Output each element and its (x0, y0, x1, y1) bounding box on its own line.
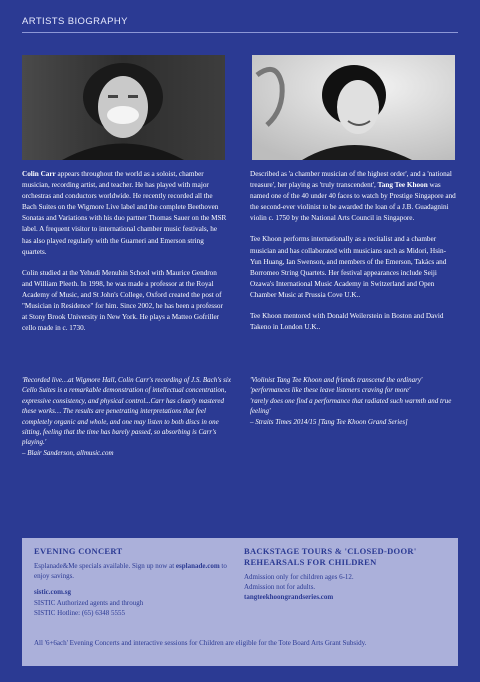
tang-quote-3: 'rarely does one find a performance that radiated such warmth and true feeling' (250, 396, 452, 416)
ticketing-info-box (22, 538, 458, 666)
tang-tee-khoon-biography (250, 169, 456, 343)
evening-concert-info (34, 546, 234, 618)
tang-bio-paragraph-1: Described as 'a chamber musician of the highest order', and a 'national treasure', her playing as 'truly transcendent', Tang Tee Khoon was named one of the 40 under 40 faces to watch by Prestige Singapore and the second-ever violinist to be awarded the loan of a J.B. Guadagnini violin c. 1750 by the National Arts Council in Singapore. (250, 170, 456, 223)
backstage-tours-info (244, 546, 449, 603)
backstage-tours-title: BACKSTAGE TOURS & 'CLOSED-DOOR' REHEARSALS FOR CHILDREN (244, 546, 417, 567)
colin-carr-biography (22, 169, 228, 344)
esplanade-offer: Esplanade&Me specials available. Sign up now at esplanade.com to enjoy savings. (34, 562, 227, 581)
colin-carr-portrait (22, 55, 225, 160)
tote-board-footnote: All '6+6ach' Evening Concerts and interactive sessions for Children are eligible for the Tote Board Arts Grant Subsidy. (34, 639, 367, 647)
sistic-agents: SISTIC Authorized agents and through (34, 598, 144, 607)
sistic-link[interactable]: sistic.com.sg (34, 588, 71, 597)
esplanade-link[interactable]: esplanade.com (175, 562, 220, 570)
colin-quote-text: 'Recorded live…at Wigmore Hall, Colin Carr's recording of J.S. Bach's six Cello Suites is a remarkable demonstration of intellectual concentration, expressive consistency, and physical control...Carr has clearly mastered these works… The results are penetrating interpretations that feel completely organic and whole, and one may listen to both discs in one sitting, feeling that the time has barely passed, so absorbing is Carr's playing.' (22, 376, 231, 447)
colin-carr-photo (22, 55, 225, 160)
tang-tee-khoon-portrait (252, 55, 455, 160)
tang-tee-khoon-photo (252, 55, 455, 160)
sistic-hotline: SISTIC Hotline: (65) 6348 5555 (34, 608, 125, 617)
tang-quote-credit: – Straits Times 2014/15 [Tang Tee Khoon Grand Series] (250, 417, 408, 426)
colin-quote-credit: – Blair Sanderson, allmusic.com (22, 448, 114, 457)
tang-tee-khoon-review-quotes (250, 375, 460, 427)
backstage-adult-info: Admission not for adults. (244, 583, 316, 592)
colin-carr-name: Colin Carr (22, 170, 56, 178)
tang-bio-paragraph-2: Tee Khoon performs internationally as a recitalist and a chamber musician and has collaborated with musicians such as Midori, Hsin-Yun Huang, Ian Swenson, and members of the Emerson, Takács and Borromeo String Quartets. Her festival appearances include Seiji Ozawa's International Music Academy in Switzerland and Open Chamber Music at Prussia Cove U.K.. (250, 235, 447, 299)
tang-bio-paragraph-3: Tee Khoon mentored with Donald Weilerstein in Boston and David Takeno in London U.K.. (250, 312, 444, 332)
tang-tee-khoon-name: Tang Tee Khoon (377, 181, 428, 190)
header-divider (22, 32, 458, 33)
tang-quote-1: 'Violinist Tang Tee Khoon and friends transcend the ordinary' (250, 376, 423, 384)
page-header: ARTISTS BIOGRAPHY (22, 16, 128, 27)
tang-grand-series-link[interactable]: tangteekhoongrandseries.com (244, 593, 334, 602)
evening-concert-title: EVENING CONCERT (34, 546, 123, 556)
tang-quote-2: 'performances like these leave listeners craving for more' (250, 386, 411, 395)
colin-bio-paragraph-1: Colin Carr appears throughout the world as a soloist, chamber musician, recording artist, and teacher. He has played with major orchestras and conductors worldwide. He recently recorded all the Bach Suites on the Wigmore Live label and the complete Beethoven Sonatas and Variations with his duo partner Thomas Sauer on the MSR label. A frequent visitor to international chamber music festivals, he has also played regularly with the Guarneri and Emerson string quartets. (22, 170, 227, 256)
colin-bio-paragraph-2: Colin studied at the Yehudi Menuhin School with Maurice Gendron and William Pleeth. In 1998, he was made a professor at the Royal Academy of Music, and St John's College, Oxford created the post of "Musician in Residence" for him. Since 2002, he has been a professor at Stony Brook University in New York. He plays a Matteo Gofriller cello made in c. 1730. (22, 268, 223, 333)
backstage-age-info: Admission only for children ages 6-12. (244, 573, 354, 581)
colin-carr-review-quote (22, 375, 232, 458)
